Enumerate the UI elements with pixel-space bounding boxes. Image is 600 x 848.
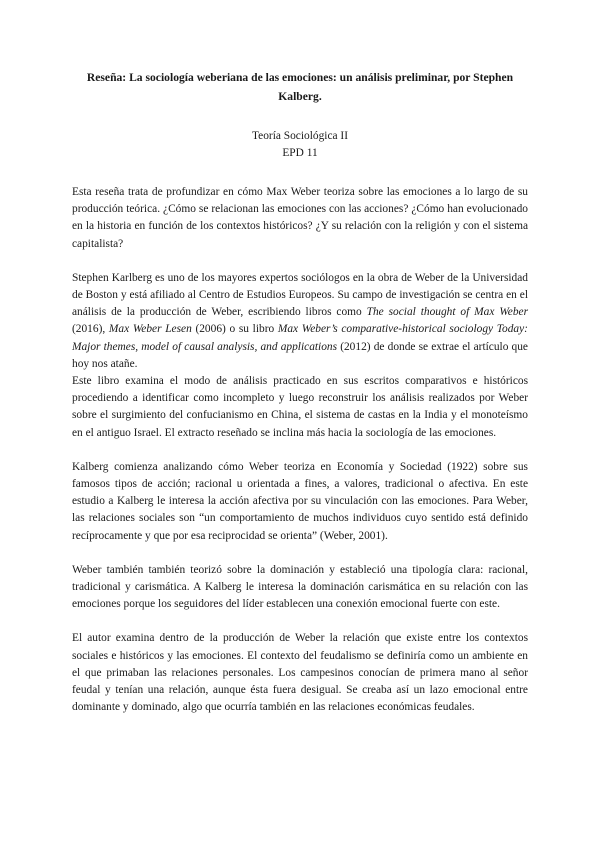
paragraph-author-text-c: (2006) o su libro [191, 323, 278, 336]
paragraph-author-text-d: (2012) de donde se extrae el artículo que hoy nos atañe. [72, 340, 528, 370]
course-name: Teoría Sociológica II [252, 130, 348, 142]
paragraph-intro: Esta reseña trata de profundizar en cómo Max Weber teoriza sobre las emociones a lo largo de su producción teórica. ¿Cómo se relacionan las emociones con las acciones? ¿Cómo han evolucionado en la historia en función de los contextos históricos? ¿Y su relación con la religión y con el sistema capitalista? [72, 186, 528, 250]
paragraph-book: Este libro examina el modo de análisis practicado en sus escritos comparativos e históricos procediendo a identificar como incompleto y luego reconstruir los análisis realizados por Weber sobre el surgimiento del confucianismo en China, el sistema de castas en la India y el monoteísmo en el antiguo Israel. El extracto reseñado se inclina más hacia la sociología de las emociones. [72, 375, 528, 439]
course-group: EPD 11 [282, 147, 318, 159]
paragraph-context: El autor examina dentro de la producción de Weber la relación que existe entre los contextos sociales e históricos y las emociones. El contexto del feudalismo se definiría como un ambiente en el que primaban las relaciones personales. Los campesinos conocían de primera mano al señor feudal y tenían una relación, aunque ésta fuera desigual. Se creaba así un lazo emocional entre dominante y dominado, algo que ocurría también en las relaciones económicas feudales. [72, 632, 528, 714]
paragraph-domination: Weber también también teorizó sobre la dominación y estableció una tipología clara: racional, tradicional y carismática. A Kalberg le interesa la dominación carismática en su relación con las emociones porque los seguidores del líder establecen una conexión emocional fuerte con este. [72, 563, 528, 611]
book-title-1: The social thought of Max Weber [366, 306, 529, 319]
document-page [72, 68, 528, 716]
paragraph-author-text-a: Stephen Karlberg es uno de los mayores expertos sociólogos en la obra de Weber de la Universidad de Boston y está afiliado al Centro de Estudios Europeos. Su campo de investigación se centra en el análisis de la producción de Weber, escribiendo libros como [72, 271, 528, 319]
paragraph-author-text-b: (2016), [72, 323, 109, 336]
document-title: Reseña: La sociología weberiana de las emociones: un análisis preliminar, por Stephen Kalberg. [86, 71, 514, 103]
book-title-2: Max Weber Lesen [108, 323, 192, 336]
paragraph-action-types: Kalberg comienza analizando cómo Weber teoriza en Economía y Sociedad (1922) sobre sus famosos tipos de acción; racional u orientada a fines, a valores, tradicional o afectiva. En este estudio a Kalberg le interesa la acción afectiva por su vinculación con las emociones. Para Weber, las relaciones sociales son “un comportamiento de muchos individuos cuyo sentido está definido recíprocamente y que por esa reciprocidad se orienta” (Weber, 2001). [72, 460, 528, 542]
book-title-3: Max Weber’s comparative-historical sociology Today: Major themes, model of causal analysis, and applications [72, 323, 528, 353]
paragraph-author [72, 270, 528, 373]
course-info [72, 128, 528, 162]
